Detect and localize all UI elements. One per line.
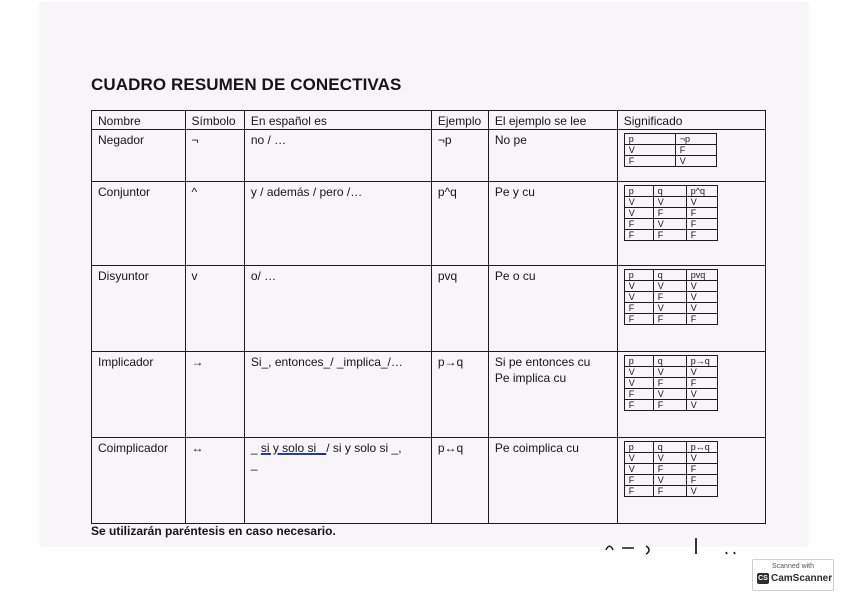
truth-cell: V — [686, 389, 717, 400]
header-nombre: Nombre — [92, 111, 186, 130]
espanol-underlined: si y solo si _ — [260, 441, 327, 455]
truth-cell: V — [686, 453, 717, 464]
truth-cell: V — [624, 292, 653, 303]
lectura-line: Pe o cu — [494, 269, 536, 283]
truth-table-coimplicador — [624, 441, 718, 497]
cell-ejemplo: p→q — [431, 352, 488, 438]
header-significado: Significado — [617, 111, 765, 130]
table-row-negador — [92, 130, 766, 182]
cell-espanol: o/ … — [244, 266, 431, 352]
watermark-caption: Scanned with — [771, 563, 815, 570]
footnote: Se utilizarán paréntesis en caso necesario. — [91, 524, 336, 538]
truth-cell: V — [624, 453, 653, 464]
camscanner-watermark — [752, 559, 834, 591]
truth-header — [624, 270, 717, 281]
lectura-line: Pe y cu — [494, 185, 535, 199]
truth-header — [624, 186, 717, 197]
table-row-conjuntor — [92, 182, 766, 266]
cell-nombre: Disyuntor — [92, 266, 186, 352]
truth-cell: q — [653, 356, 686, 367]
truth-cell: F — [624, 389, 653, 400]
cell-nombre: Implicador — [92, 352, 186, 438]
truth-cell: F — [686, 219, 717, 230]
cell-lectura — [488, 130, 617, 182]
truth-cell: V — [653, 367, 686, 378]
truth-row — [624, 486, 717, 497]
cell-significado — [617, 266, 765, 352]
truth-cell: F — [653, 464, 686, 475]
truth-cell: F — [653, 486, 686, 497]
truth-row — [624, 400, 717, 411]
cell-simbolo: → — [185, 352, 244, 438]
truth-cell: V — [686, 486, 717, 497]
truth-row — [624, 156, 716, 167]
truth-row — [624, 292, 717, 303]
truth-row — [624, 208, 717, 219]
table-row-disyuntor — [92, 266, 766, 352]
cell-nombre: Coimplicador — [92, 438, 186, 524]
truth-cell: pvq — [686, 270, 717, 281]
truth-cell: ¬p — [675, 134, 716, 145]
camscanner-logo-icon: CS — [758, 575, 768, 582]
truth-row — [624, 145, 716, 156]
cell-lectura — [488, 266, 617, 352]
truth-cell: V — [686, 367, 717, 378]
truth-cell: V — [686, 400, 717, 411]
header-row — [92, 111, 766, 130]
truth-row — [624, 314, 717, 325]
truth-cell: F — [624, 156, 675, 167]
truth-table-implicador — [624, 355, 718, 411]
truth-cell: F — [686, 208, 717, 219]
truth-cell: p→q — [686, 356, 717, 367]
truth-row — [624, 453, 717, 464]
truth-table-disyuntor — [624, 269, 718, 325]
truth-row — [624, 378, 717, 389]
truth-row — [624, 281, 717, 292]
cell-significado — [617, 182, 765, 266]
truth-cell: V — [624, 464, 653, 475]
truth-row — [624, 230, 717, 241]
truth-cell: q — [653, 270, 686, 281]
truth-cell: p — [624, 186, 653, 197]
truth-cell: V — [653, 475, 686, 486]
header-ejemplo: Ejemplo — [431, 111, 488, 130]
cell-espanol — [244, 438, 431, 524]
lectura-line: No pe — [494, 133, 527, 147]
truth-cell: V — [653, 389, 686, 400]
truth-cell: V — [624, 378, 653, 389]
truth-cell: q — [653, 186, 686, 197]
truth-cell: V — [686, 197, 717, 208]
truth-cell: V — [624, 208, 653, 219]
truth-cell: V — [624, 145, 675, 156]
truth-cell: q — [653, 442, 686, 453]
connectives-table — [91, 110, 766, 524]
truth-cell: p — [624, 356, 653, 367]
truth-row — [624, 475, 717, 486]
truth-cell: F — [624, 219, 653, 230]
cell-lectura — [488, 182, 617, 266]
truth-cell: V — [653, 453, 686, 464]
cell-simbolo: ¬ — [185, 130, 244, 182]
header-simbolo: Símbolo — [185, 111, 244, 130]
truth-cell: F — [653, 208, 686, 219]
truth-cell: F — [686, 314, 717, 325]
truth-cell: V — [624, 197, 653, 208]
truth-row — [624, 303, 717, 314]
truth-cell: F — [686, 230, 717, 241]
truth-row — [624, 464, 717, 475]
cell-ejemplo: ¬p — [431, 130, 488, 182]
truth-header — [624, 134, 716, 145]
cell-nombre: Conjuntor — [92, 182, 186, 266]
table-row-coimplicador — [92, 438, 766, 524]
page-title: CUADRO RESUMEN DE CONECTIVAS — [91, 75, 402, 94]
lectura-line: Pe implica cu — [494, 371, 567, 385]
truth-cell: F — [653, 400, 686, 411]
truth-cell: F — [624, 303, 653, 314]
cell-simbolo: v — [185, 266, 244, 352]
truth-header — [624, 356, 717, 367]
truth-cell: p — [624, 270, 653, 281]
truth-cell: V — [686, 303, 717, 314]
truth-cell: V — [686, 281, 717, 292]
truth-cell: p^q — [686, 186, 717, 197]
truth-cell: p — [624, 442, 653, 453]
header-espanol: En español es — [244, 111, 431, 130]
truth-table-conjuntor — [624, 185, 718, 241]
cell-ejemplo: p^q — [431, 182, 488, 266]
truth-cell: F — [686, 378, 717, 389]
espanol-prefix: _ — [250, 441, 261, 455]
table-row-implicador — [92, 352, 766, 438]
cell-espanol: y / además / pero /… — [244, 182, 431, 266]
espanol-line2: _ — [250, 457, 258, 471]
truth-cell: V — [653, 197, 686, 208]
truth-table-negador — [624, 133, 717, 167]
truth-cell: F — [624, 230, 653, 241]
truth-cell: p — [624, 134, 675, 145]
cell-ejemplo: pvq — [431, 266, 488, 352]
cell-nombre: Negador — [92, 130, 186, 182]
truth-cell: V — [653, 219, 686, 230]
lectura-line: Pe coimplica cu — [494, 441, 579, 455]
truth-cell: F — [653, 314, 686, 325]
truth-cell: F — [653, 292, 686, 303]
watermark-name: CamScanner — [771, 573, 833, 584]
cell-significado — [617, 352, 765, 438]
truth-cell: V — [624, 281, 653, 292]
truth-cell: F — [624, 486, 653, 497]
truth-row — [624, 197, 717, 208]
truth-row — [624, 219, 717, 230]
truth-row — [624, 389, 717, 400]
truth-cell: V — [675, 156, 716, 167]
cell-significado — [617, 438, 765, 524]
cell-ejemplo: p↔q — [431, 438, 488, 524]
truth-cell: F — [624, 314, 653, 325]
truth-cell: p↔q — [686, 442, 717, 453]
header-lectura: El ejemplo se lee — [488, 111, 617, 130]
cell-espanol: no / … — [244, 130, 431, 182]
truth-cell: V — [686, 292, 717, 303]
truth-cell: V — [624, 367, 653, 378]
cell-simbolo: ↔ — [185, 438, 244, 524]
handwriting-scribble — [600, 536, 750, 556]
truth-cell: F — [686, 475, 717, 486]
truth-cell: F — [675, 145, 716, 156]
cell-lectura — [488, 438, 617, 524]
truth-cell: F — [624, 400, 653, 411]
truth-cell: F — [653, 230, 686, 241]
truth-row — [624, 367, 717, 378]
truth-cell: F — [653, 378, 686, 389]
cell-espanol: Si_, entonces_/ _implica_/… — [244, 352, 431, 438]
cell-lectura — [488, 352, 617, 438]
truth-cell: V — [653, 281, 686, 292]
truth-cell: F — [624, 475, 653, 486]
cell-simbolo: ^ — [185, 182, 244, 266]
truth-cell: V — [653, 303, 686, 314]
lectura-line: Si pe entonces cu — [494, 355, 591, 369]
cell-significado — [617, 130, 765, 182]
truth-header — [624, 442, 717, 453]
truth-cell: F — [686, 464, 717, 475]
espanol-suffix: / si y solo si _, — [326, 441, 402, 455]
